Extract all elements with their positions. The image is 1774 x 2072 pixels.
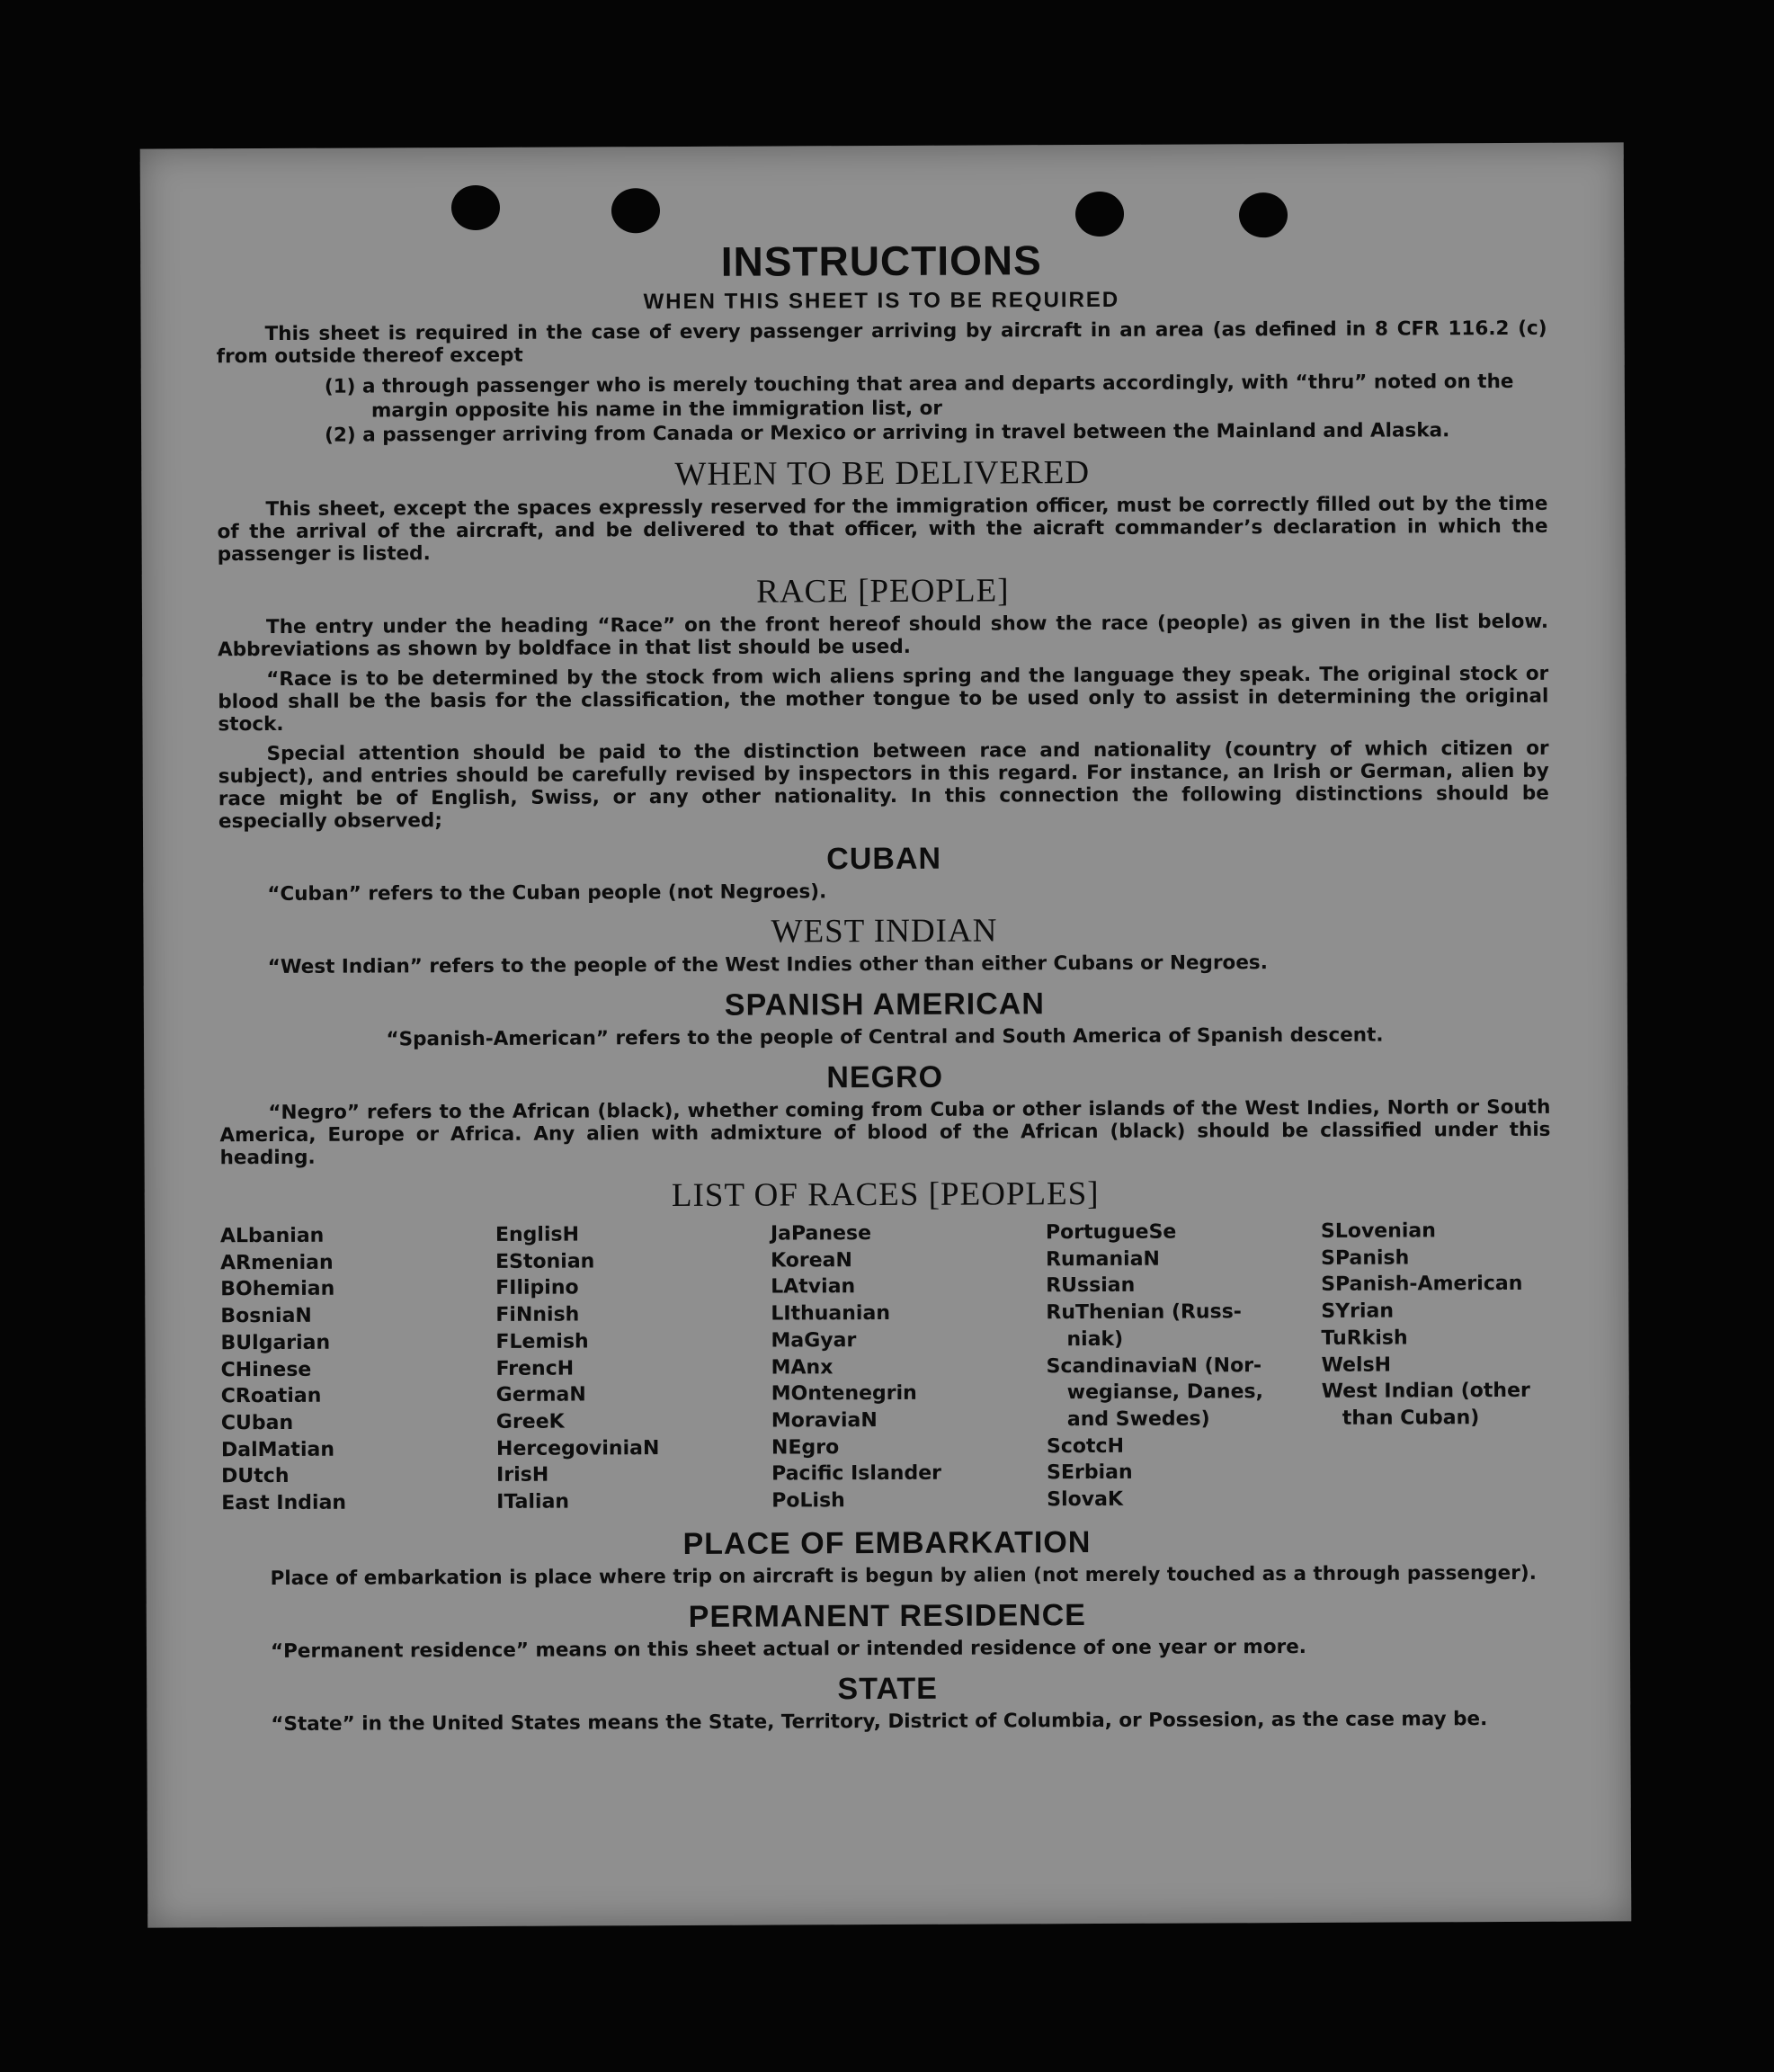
- race-entry: PortugueSe: [1045, 1220, 1177, 1245]
- race-entry: Pacific Islander: [771, 1462, 942, 1486]
- race-entry: and Swedes): [1046, 1407, 1210, 1432]
- section-heading-negro: NEGRO: [826, 1059, 944, 1095]
- race-entry: DUtch: [221, 1465, 290, 1488]
- sheet-content: [216, 233, 1553, 1743]
- race-entry: FLemish: [495, 1330, 589, 1353]
- race-paragraph: “Race is to be determined by the stock from wich aliens spring and the language they speak. The original stock or blood shall be the basis for the classification, the mother tongue to be used only to assist in determining the original stock.: [218, 662, 1549, 737]
- race-entry: LAtvian: [771, 1275, 856, 1299]
- race-column: [771, 1219, 1047, 1514]
- race-paragraph: The entry under the heading “Race” on the front hereof should show the race (people) as given in the list below. Abbreviations as shown by boldface in that list should be used.: [218, 610, 1549, 662]
- section-heading-cuban: CUBAN: [826, 841, 942, 877]
- race-entry: MOntenegrin: [771, 1382, 917, 1406]
- cuban-text: “Cuban” refers to the Cuban people (not Negroes).: [267, 880, 827, 906]
- race-entry: PoLish: [771, 1489, 845, 1513]
- embarkation-text: Place of embarkation is place where trip on aircraft is begun by alien (not merely touched as a through passenger).: [270, 1561, 1537, 1590]
- race-entry: ALbanian: [219, 1224, 325, 1248]
- race-column: [220, 1222, 496, 1517]
- race-entry: FIlipino: [495, 1276, 579, 1300]
- section-heading-spanish-american: SPANISH AMERICAN: [724, 987, 1045, 1023]
- race-entry: MoraviaN: [771, 1408, 878, 1433]
- race-entry: SErbian: [1047, 1461, 1133, 1485]
- race-entry: LIthuanian: [771, 1302, 891, 1326]
- state-text: “State” in the United States means the State, Territory, District of Columbia, or Possesion, as the case may be.: [271, 1707, 1488, 1736]
- race-entry: West Indian (other: [1321, 1380, 1530, 1404]
- section-heading-when-delivered: WHEN TO BE DELIVERED: [674, 454, 1091, 494]
- race-entry: DalMatian: [220, 1438, 335, 1461]
- punch-hole: [1239, 192, 1288, 237]
- race-entry: GreeK: [495, 1410, 565, 1433]
- page-title: INSTRUCTIONS: [720, 237, 1042, 285]
- race-entry: TuRkish: [1321, 1326, 1408, 1350]
- race-entry: BosniaN: [220, 1304, 312, 1328]
- race-entry: NEgro: [771, 1435, 840, 1460]
- section-heading-state: STATE: [837, 1671, 938, 1706]
- race-entry: ScotcH: [1046, 1434, 1125, 1458]
- race-entry: CRoatian: [220, 1384, 322, 1408]
- race-entry: RUssian: [1046, 1274, 1136, 1298]
- race-entry: East Indian: [221, 1491, 347, 1515]
- section-heading-residence: PERMANENT RESIDENCE: [688, 1597, 1086, 1634]
- page-subtitle: WHEN THIS SHEET IS TO BE REQUIRED: [643, 287, 1120, 315]
- west-indian-text: “West Indian” refers to the people of the West Indies other than either Cubans or Negroes.: [267, 951, 1268, 978]
- race-entry: GermaN: [495, 1383, 586, 1407]
- races-list: [220, 1218, 1552, 1517]
- negro-text: “Negro” refers to the African (black), whether coming from Cuba or other islands of the West Indies, North or South America, Europe or Africa. Any alien with admixture of blood of the African (black) should be classified under this heading.: [219, 1095, 1551, 1170]
- race-entry: BOhemian: [220, 1278, 335, 1301]
- race-entry: WelsH: [1321, 1353, 1392, 1377]
- race-entry: HercegovinіaN: [495, 1436, 660, 1460]
- race-entry: RumaniaN: [1046, 1247, 1160, 1271]
- race-entry: MaGyar: [771, 1328, 857, 1353]
- residence-text: “Permanent residence” means on this sheet actual or intended residence of one year or more.: [270, 1635, 1306, 1663]
- race-entry: JaPanese: [770, 1222, 872, 1246]
- race-entry: SPanish-American: [1321, 1273, 1523, 1297]
- required-intro: This sheet is required in the case of every passenger arriving by aircraft in an area (as defined in 8 CFR 116.2 (c) from outside thereof except: [216, 317, 1547, 369]
- section-heading-race: RACE [PEOPLE]: [756, 572, 1010, 611]
- race-entry: FrencH: [495, 1357, 575, 1380]
- when-delivered-text: This sheet, except the spaces expressly reserved for the immigration officer, must be correctly filled out by the time of the arrival of the aircraft, and be delivered to that officer, with the aicraft commander’s declaration in which the passenger is listed.: [217, 492, 1548, 567]
- section-heading-west-indian: WEST INDIAN: [771, 912, 998, 951]
- race-column: [495, 1221, 771, 1516]
- race-entry: EnglisH: [495, 1223, 580, 1246]
- race-entry: SLovenian: [1320, 1219, 1436, 1243]
- race-entry: SYrian: [1321, 1299, 1395, 1323]
- exceptions-list: [217, 370, 1547, 448]
- race-entry: BUlgarian: [220, 1331, 331, 1355]
- race-entry: IrisH: [496, 1463, 549, 1487]
- race-entry: SlovaK: [1047, 1487, 1124, 1512]
- race-entry: EStonian: [495, 1250, 595, 1273]
- race-entry: RuThenian (Russ-: [1046, 1300, 1242, 1325]
- race-column: [1046, 1219, 1322, 1514]
- race-entry: CHinese: [220, 1358, 312, 1381]
- race-column: [1321, 1218, 1597, 1513]
- race-entry: ScandinaviaN (Nor-: [1046, 1353, 1262, 1378]
- spanish-american-text: “Spanish-American” refers to the people of Central and South America of Spanish descent.: [386, 1023, 1384, 1051]
- race-entry: wegianse, Danes,: [1046, 1380, 1263, 1405]
- race-entry: MAnx: [771, 1355, 834, 1380]
- exception-item: (2) a passenger arriving from Canada or Mexico or arriving in travel between the Mainland and Alaska.: [325, 419, 1450, 447]
- race-entry: SPanish: [1321, 1246, 1410, 1270]
- race-entry: ITalian: [496, 1490, 570, 1514]
- punch-hole: [611, 188, 660, 233]
- punch-hole: [451, 185, 500, 230]
- race-entry: KoreaN: [771, 1248, 852, 1273]
- exception-item: (1) a through passenger who is merely touching that area and departs accordingly, with “thru” noted on the margin opposite his name in the immigration list, or: [324, 370, 1514, 423]
- race-entry: ARmenian: [220, 1251, 334, 1274]
- race-entry: than Cuban): [1321, 1407, 1480, 1430]
- race-paragraph: Special attention should be paid to the distinction between race and nationality (country of which citizen or subject), and entries should be carefully revised by inspectors in this regard. For instance, an Irish or German, alien by race might be of English, Swiss, or any other nationality. In this connection the following distinctions should be especially observed;: [218, 737, 1549, 834]
- section-heading-list-of-races: LIST OF RACES [PEOPLES]: [671, 1174, 1100, 1215]
- race-entry: niak): [1046, 1327, 1124, 1352]
- race-entry: FiNnish: [495, 1303, 580, 1327]
- instruction-sheet: [140, 142, 1632, 1927]
- section-heading-embarkation: PLACE OF EMBARKATION: [682, 1524, 1092, 1561]
- race-entry: CUban: [220, 1411, 294, 1435]
- punch-hole: [1075, 192, 1124, 237]
